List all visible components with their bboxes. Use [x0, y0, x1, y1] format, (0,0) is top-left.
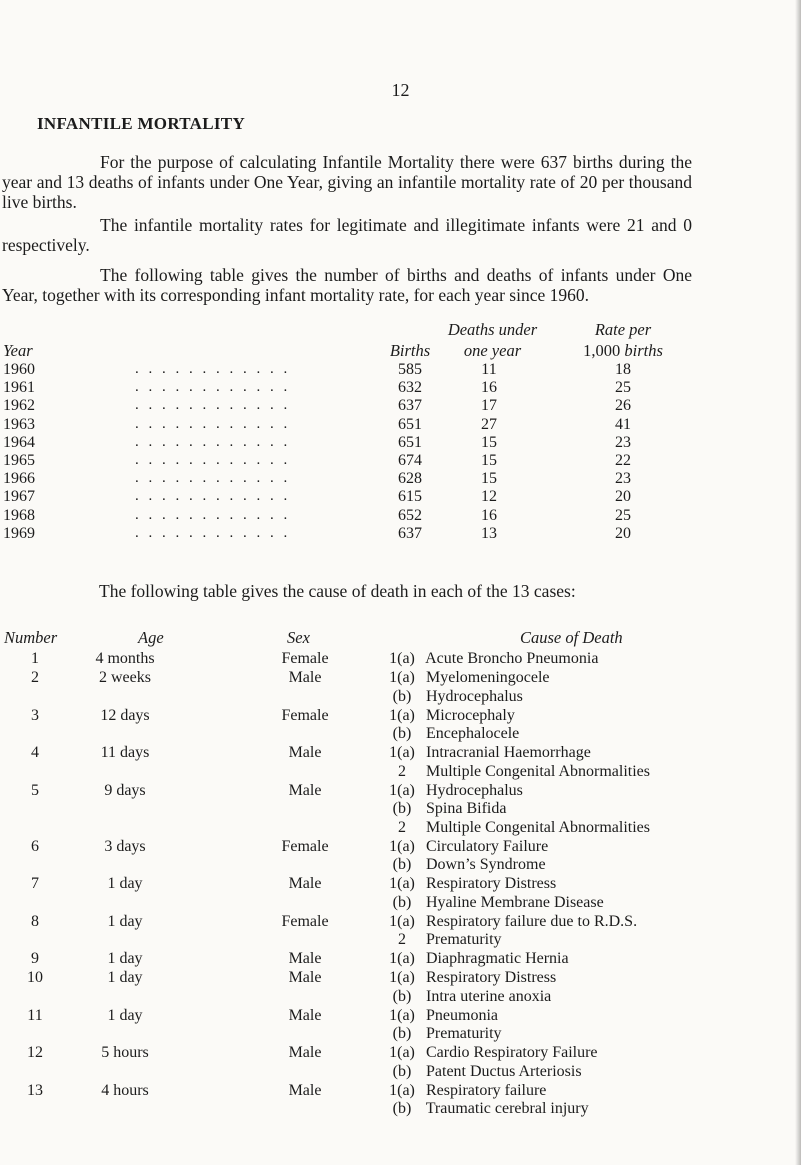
cause-line [382, 969, 801, 988]
births-cell: 651 [398, 415, 422, 433]
cause-code: 1(a) [389, 744, 415, 761]
births-table-row [0, 361, 801, 379]
leader-dots: . . . . . . . . . . . . [135, 415, 291, 432]
cause-text: Circulatory Failure [426, 837, 549, 855]
case-number: 8 [31, 912, 39, 930]
births-cell: 651 [398, 433, 422, 451]
leader-dots: . . . . . . . . . . . . [135, 506, 291, 523]
births-table-row [0, 416, 801, 434]
births-table-row [0, 470, 801, 488]
births-table-row [0, 488, 801, 506]
header-cause: Cause of Death [520, 628, 623, 647]
year-cell: 1969 [3, 524, 35, 542]
leader-dots: . . . . . . . . . . . . [135, 524, 291, 541]
case-causes [382, 650, 801, 669]
case-sex: Male [288, 669, 322, 686]
births-deaths-table [0, 0, 801, 542]
cause-code: 1(a) [389, 1081, 415, 1099]
cause-code: 1(a) [389, 912, 415, 930]
cause-code: 1(a) [389, 837, 415, 855]
case-causes [382, 969, 801, 1006]
cause-line [382, 931, 801, 950]
year-cell: 1960 [3, 361, 35, 378]
cause-line [382, 1063, 801, 1082]
rate-cell: 25 [615, 379, 631, 397]
cause-text: Prematurity [426, 1025, 502, 1042]
cause-text: Respiratory Distress [426, 875, 557, 892]
cause-text: Myelomeningocele [426, 669, 550, 686]
cause-line [382, 707, 801, 726]
case-number: 1 [31, 650, 39, 667]
deaths-cell: 15 [481, 433, 497, 451]
deaths-cell: 15 [481, 470, 497, 488]
births-table-row [0, 397, 801, 415]
cause-line [382, 725, 801, 744]
header-sex: Sex [287, 628, 310, 647]
case-age: 1 day [107, 875, 143, 892]
cause-line [382, 800, 801, 819]
case-sex: Male [288, 1044, 322, 1061]
cause-code: (b) [392, 725, 412, 742]
case-causes [382, 782, 801, 838]
case-number: 3 [31, 706, 39, 724]
cause-text: Hydrocephalus [426, 687, 523, 705]
case-causes [382, 1044, 801, 1081]
case-sex: Female [281, 912, 329, 930]
cause-text: Multiple Congenital Abnormalities [426, 818, 650, 836]
deaths-cell: 15 [481, 452, 497, 469]
cause-text: Intracranial Haemorrhage [426, 744, 591, 761]
births-cell: 637 [398, 524, 422, 542]
cause-text: Traumatic cerebral injury [425, 1100, 589, 1117]
cause-code: 1(a) [389, 669, 415, 686]
case-age: 1 day [107, 912, 143, 930]
case-age: 1 day [107, 969, 143, 986]
rate-cell: 20 [615, 524, 631, 542]
cause-line [382, 782, 801, 801]
cause-code: (b) [392, 856, 412, 873]
deaths-cell: 17 [481, 397, 497, 415]
leader-dots: . . . . . . . . . . . . [135, 470, 291, 487]
cause-text: Encephalocele [426, 725, 520, 742]
cause-line [382, 763, 801, 782]
cause-line [382, 744, 801, 763]
rate-cell: 23 [615, 433, 631, 451]
paragraph-table-intro: The following table gives the number of births and deaths of infants under One Year, together with its corresponding infant mortality rate, for each year since 1960. [2, 265, 692, 305]
cause-line [382, 1100, 801, 1119]
cause-code: (b) [392, 800, 412, 817]
cause-code: (b) [392, 1025, 412, 1042]
case-number: 4 [31, 744, 39, 761]
deaths-cell: 13 [481, 524, 497, 542]
case-sex: Male [288, 744, 322, 761]
year-cell: 1967 [3, 488, 35, 506]
cause-text: Prematurity [426, 931, 502, 948]
cause-text: Spina Bifida [426, 800, 507, 817]
header-births: Births [389, 341, 431, 360]
case-sex: Male [288, 781, 322, 799]
deaths-cell: 11 [481, 361, 497, 378]
case-age: 11 days [100, 744, 150, 761]
cause-code: 1(a) [389, 706, 415, 724]
cause-line [382, 1007, 801, 1026]
births-cell: 585 [398, 361, 422, 378]
section-heading: INFANTILE MORTALITY [37, 114, 246, 133]
leader-dots: . . . . . . . . . . . . [135, 397, 291, 414]
cause-line [382, 875, 801, 894]
cause-table-intro: The following table gives the cause of death in each of the 13 cases: [99, 581, 576, 601]
cause-text: Hydrocephalus [426, 781, 523, 799]
case-age: 1 day [107, 950, 143, 967]
cause-code: (b) [392, 1100, 412, 1117]
header-year: Year [3, 341, 33, 360]
cause-code: 1(a) [389, 1044, 415, 1061]
rate-cell: 23 [615, 470, 631, 488]
cause-code: 1(a) [389, 875, 415, 892]
deaths-cell: 27 [481, 415, 497, 433]
deaths-cell: 16 [481, 379, 497, 397]
births-table-row [0, 525, 801, 543]
case-sex: Male [288, 969, 322, 986]
births-table-row [0, 452, 801, 470]
case-number: 2 [31, 669, 39, 686]
header-deaths-line1: Deaths under [447, 320, 538, 339]
case-causes [382, 1007, 801, 1044]
year-cell: 1965 [3, 452, 35, 469]
case-age: 4 hours [101, 1081, 149, 1099]
case-number: 10 [27, 969, 43, 986]
cause-code: (b) [392, 687, 412, 705]
scan-edge-shadow [795, 0, 801, 1165]
births-table-row [0, 507, 801, 525]
leader-dots: . . . . . . . . . . . . [135, 379, 291, 396]
leader-dots: . . . . . . . . . . . . [135, 433, 291, 450]
cause-text: Intra uterine anoxia [426, 987, 552, 1005]
case-number: 5 [31, 781, 39, 799]
leader-dots: . . . . . . . . . . . . [135, 452, 291, 468]
case-age: 1 day [107, 1006, 143, 1024]
cause-line [382, 856, 801, 875]
cause-text: Diaphragmatic Hernia [426, 950, 569, 967]
case-sex: Male [288, 875, 322, 892]
cause-code: 1(a) [389, 781, 415, 799]
cause-code: 1(a) [389, 950, 415, 967]
case-causes [382, 838, 801, 875]
cause-code: (b) [392, 893, 412, 911]
deaths-cell: 16 [481, 506, 497, 524]
rate-cell: 22 [615, 452, 631, 469]
leader-dots: . . . . . . . . . . . . [135, 361, 291, 377]
case-causes [382, 707, 801, 744]
births-cell: 674 [398, 452, 422, 469]
case-number: 9 [31, 950, 39, 967]
cause-line [382, 1082, 801, 1101]
case-sex: Male [288, 1081, 322, 1099]
header-number: Number [4, 628, 58, 647]
case-sex: Male [288, 1006, 322, 1024]
paragraph-legitimacy-rates: The infantile mortality rates for legitimate and illegitimate infants were 21 and 0 respectively. [2, 215, 692, 255]
cause-line [382, 1044, 801, 1063]
cause-line [382, 1025, 801, 1044]
case-causes [382, 875, 801, 912]
cause-code: 2 [398, 931, 406, 948]
cause-line [382, 894, 801, 913]
case-causes [382, 744, 801, 781]
rate-cell: 26 [615, 397, 631, 415]
births-cell: 615 [398, 488, 422, 506]
cause-line [382, 688, 801, 707]
cause-code: 1(a) [389, 650, 415, 667]
cause-line [382, 650, 801, 669]
cause-code: (b) [392, 1062, 412, 1080]
year-cell: 1968 [3, 506, 35, 524]
case-number: 11 [27, 1006, 43, 1024]
year-cell: 1966 [3, 470, 35, 488]
paragraph-mortality-summary: For the purpose of calculating Infantile Mortality there were 637 births during the year and 13 deaths of infants under One Year, giving an infantile mortality rate of 20 per thousand live births. [2, 152, 692, 212]
case-number: 13 [27, 1081, 43, 1099]
case-sex: Male [288, 950, 322, 967]
year-cell: 1962 [3, 397, 35, 415]
cause-text: Hyaline Membrane Disease [426, 893, 604, 911]
year-cell: 1963 [3, 415, 35, 433]
leader-dots: . . . . . . . . . . . . [135, 488, 291, 505]
cause-text: Respiratory failure [426, 1081, 547, 1099]
cause-line [382, 950, 801, 969]
cause-line [382, 913, 801, 932]
cause-line [382, 669, 801, 688]
cause-line [382, 988, 801, 1007]
case-causes [382, 1082, 801, 1119]
cause-text: Patent Ductus Arteriosis [426, 1062, 582, 1080]
cause-line [382, 819, 801, 838]
cause-code: (b) [392, 987, 412, 1005]
page-number: 12 [391, 80, 410, 100]
cause-code: 1(a) [389, 969, 415, 986]
births-cell: 652 [398, 506, 422, 524]
cause-code: 2 [398, 818, 406, 836]
births-cell: 628 [398, 470, 422, 488]
cause-text: Acute Broncho Pneumonia [425, 650, 599, 667]
case-causes [382, 913, 801, 950]
births-cell: 632 [398, 379, 422, 397]
rate-cell: 25 [615, 506, 631, 524]
cause-text: Multiple Congenital Abnormalities [426, 762, 650, 780]
case-causes [382, 669, 801, 706]
case-age: 5 hours [101, 1044, 149, 1061]
header-age: Age [138, 628, 164, 647]
cause-code: 1(a) [389, 1006, 415, 1024]
cause-text: Down’s Syndrome [426, 856, 546, 873]
cause-text: Respiratory failure due to R.D.S. [426, 912, 638, 930]
case-number: 7 [31, 875, 39, 892]
header-deaths-line2: one year [463, 341, 522, 360]
header-rate-number: 1,000 [583, 341, 621, 360]
rate-cell: 20 [615, 488, 631, 506]
year-cell: 1961 [3, 379, 35, 397]
case-age: 12 days [100, 706, 150, 724]
year-cell: 1964 [3, 433, 35, 451]
header-rate-line1: Rate per [594, 320, 652, 339]
births-cell: 637 [398, 397, 422, 415]
case-age: 3 days [104, 837, 146, 855]
births-table-row [0, 434, 801, 452]
header-rate-word: births [624, 341, 663, 360]
births-table-row [0, 379, 801, 397]
case-age: 2 weeks [99, 669, 151, 686]
cause-text: Microcephaly [426, 706, 515, 724]
case-number: 6 [31, 837, 39, 855]
case-sex: Female [281, 706, 329, 724]
cause-text: Respiratory Distress [426, 969, 557, 986]
header-rate-line2 [563, 341, 683, 361]
case-age: 9 days [104, 781, 146, 799]
case-sex: Female [281, 650, 329, 667]
cause-text: Pneumonia [426, 1006, 498, 1024]
case-age: 4 months [95, 650, 155, 667]
rate-cell: 18 [615, 361, 631, 378]
case-sex: Female [281, 837, 329, 855]
case-causes [382, 950, 801, 969]
cause-line [382, 838, 801, 857]
rate-cell: 41 [615, 415, 631, 433]
deaths-cell: 12 [481, 488, 497, 506]
cause-code: 2 [398, 762, 406, 780]
case-number: 12 [27, 1044, 43, 1061]
cause-text: Cardio Respiratory Failure [426, 1044, 598, 1061]
